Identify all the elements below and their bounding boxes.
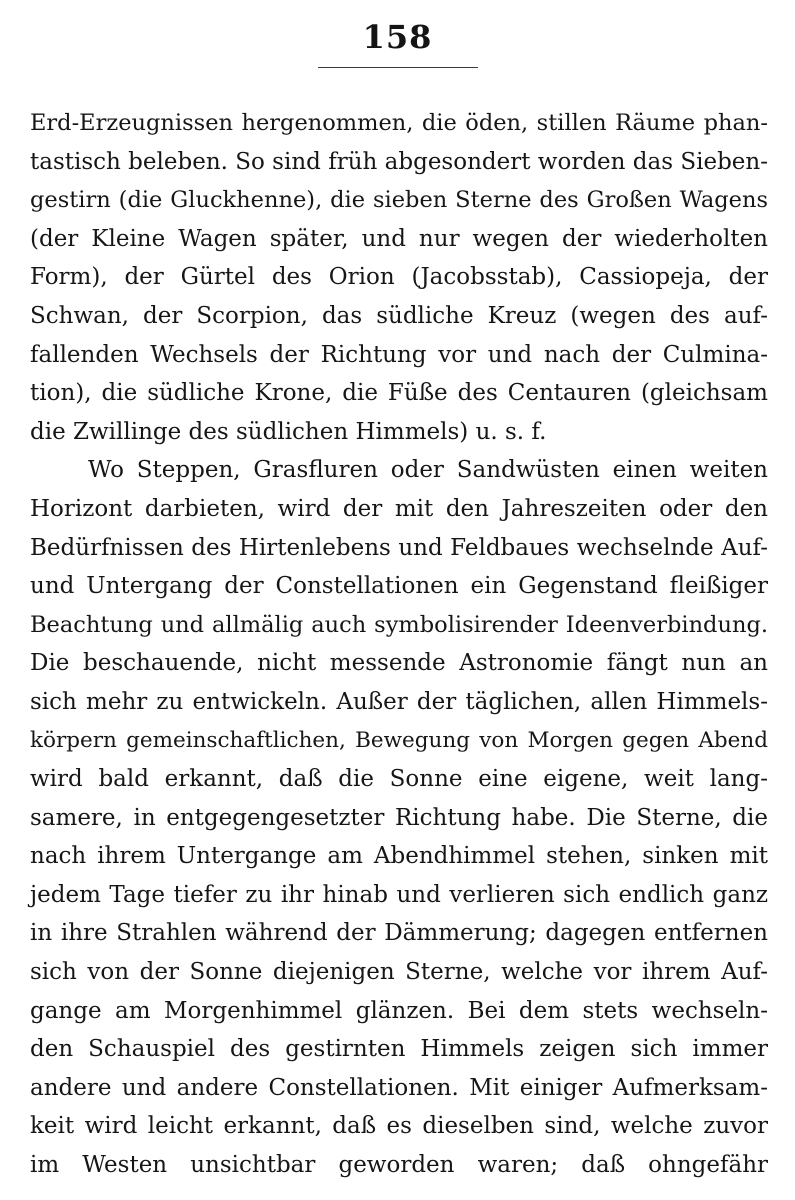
text-line: andere und andere Constellationen. Mit einiger Aufmerksam-: [30, 1074, 768, 1101]
text-line: tion), die südliche Krone, die Füße des Centauren (gleichsam: [30, 380, 768, 407]
text-line-paragraph-end: die Zwillinge des südlichen Himmels) u. s. f.: [30, 418, 547, 445]
text-line: körpern gemeinschaftlichen, Bewegung von Morgen gegen Abend: [30, 727, 768, 753]
text-line: und Untergang der Constellationen ein Gegenstand fleißiger: [30, 573, 768, 600]
text-line: wird bald erkannt, daß die Sonne eine eigene, weit lang-: [30, 766, 768, 793]
text-line: Bedürfnissen des Hirtenlebens und Feldbaues wechselnde Auf-: [30, 534, 768, 561]
text-line: sich von der Sonne diejenigen Sterne, welche vor ihrem Auf-: [30, 959, 768, 986]
text-line: nach ihrem Untergange am Abendhimmel stehen, sinken mit: [30, 843, 768, 870]
page-number: 158: [362, 18, 433, 56]
text-line: Horizont darbieten, wird der mit den Jahreszeiten oder den: [30, 495, 768, 522]
text-line: Schwan, der Scorpion, das südliche Kreuz (wegen des auf-: [30, 302, 768, 329]
text-line: Form), der Gürtel des Orion (Jacobsstab), Cassiopeja, der: [30, 264, 768, 291]
text-line: jedem Tage tiefer zu ihr hinab und verlieren sich endlich ganz: [30, 881, 768, 908]
body-text: [30, 104, 768, 1185]
text-line: Die beschauende, nicht messende Astronomie fängt nun an: [30, 650, 768, 677]
text-line: sich mehr zu entwickeln. Außer der täglichen, allen Himmels-: [30, 688, 768, 715]
text-line: samere, in entgegengesetzter Richtung habe. Die Sterne, die: [30, 804, 768, 831]
text-line: in ihre Strahlen während der Dämmerung; dagegen entfernen: [30, 920, 768, 947]
text-line: Erd-Erzeugnissen hergenommen, die öden, stillen Räume phan-: [30, 110, 768, 136]
text-line: Beachtung und allmälig auch symbolisirender Ideenverbindung.: [30, 611, 768, 638]
text-line: den Schauspiel des gestirnten Himmels zeigen sich immer: [30, 1036, 768, 1063]
text-line: gestirn (die Gluckhenne), die sieben Sterne des Großen Wagens: [30, 187, 768, 214]
header-rule: [318, 67, 478, 68]
text-line: (der Kleine Wagen später, und nur wegen der wiederholten: [30, 225, 768, 252]
text-line: fallenden Wechsels der Richtung vor und nach der Culmina-: [30, 341, 768, 368]
text-line: im Westen unsichtbar geworden waren; daß ohngefähr: [30, 1152, 768, 1179]
text-line: tastisch beleben. So sind früh abgesondert worden das Sieben-: [30, 148, 768, 175]
text-line-paragraph-start: Wo Steppen, Grasfluren oder Sandwüsten einen weiten: [88, 457, 768, 484]
text-line: keit wird leicht erkannt, daß es dieselben sind, welche zuvor: [30, 1113, 768, 1140]
text-line: gange am Morgenhimmel glänzen. Bei dem stets wechseln-: [30, 997, 768, 1024]
